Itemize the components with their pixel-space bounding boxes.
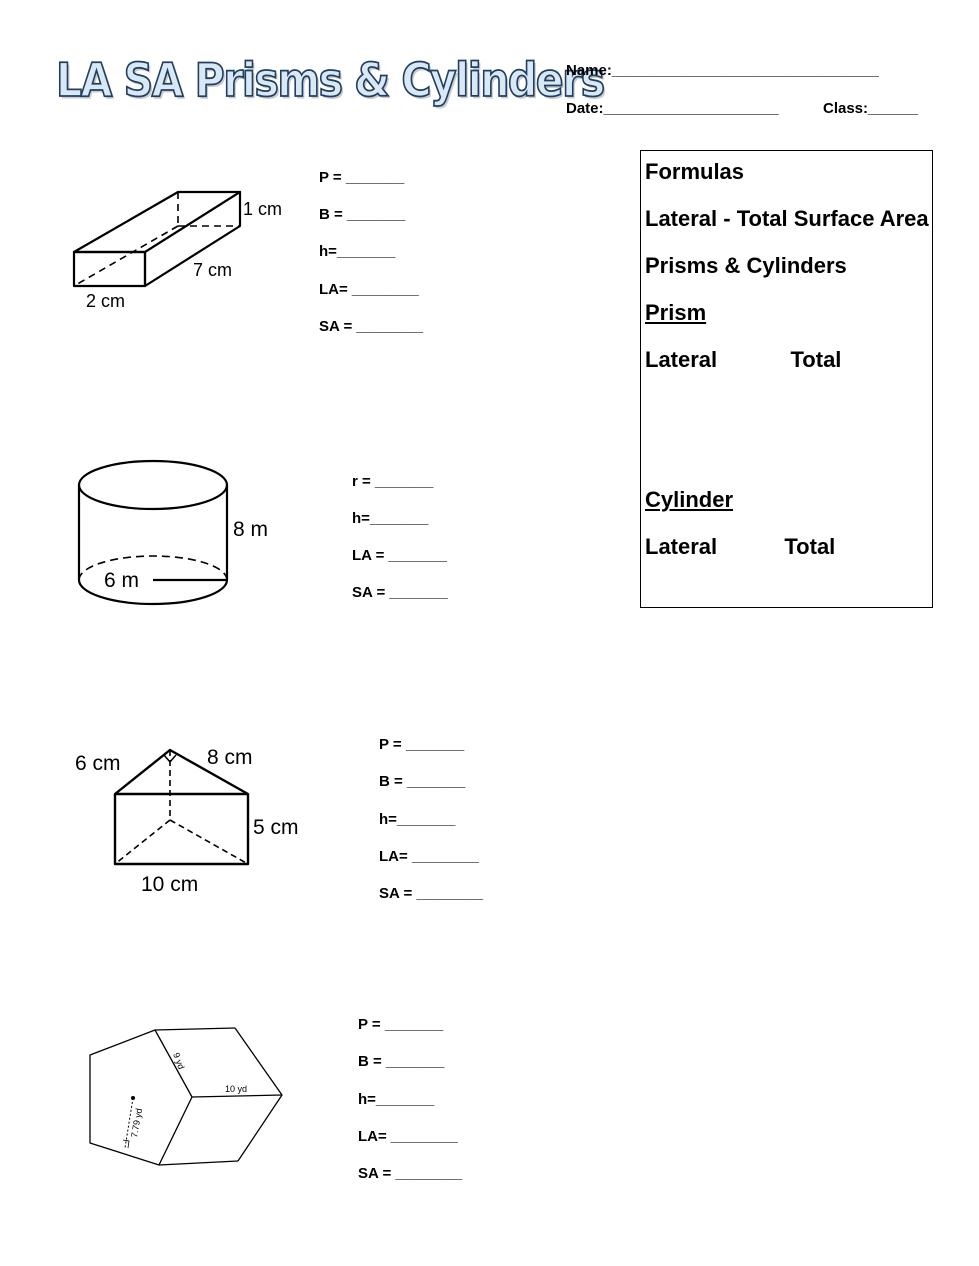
class-field[interactable]: Class:______: [823, 100, 919, 117]
hexagonal-prism-figure: [80, 1020, 295, 1175]
formulas-line-1: Lateral - Total Surface Area: [645, 206, 929, 231]
triangular-prism-figure: [70, 740, 320, 900]
hex-length-label: 10 yd: [225, 1084, 248, 1094]
formulas-title: Formulas: [645, 159, 745, 184]
p2-surface-area-field[interactable]: SA = _______: [352, 584, 448, 601]
tri-prism-right-label: 8 cm: [207, 746, 253, 769]
p1-surface-area-field[interactable]: SA = ________: [319, 318, 424, 335]
p3-surface-area-field[interactable]: SA = ________: [379, 885, 484, 902]
cylinder-heading: Cylinder: [645, 487, 734, 512]
prism-columns: Lateral Total: [645, 347, 842, 372]
p3-perimeter-field[interactable]: P = _______: [379, 736, 465, 753]
p4-base-area-field[interactable]: B = _______: [358, 1053, 445, 1070]
p1-base-area-field[interactable]: B = _______: [319, 206, 406, 223]
worksheet-title: LA SA Prisms & Cylinders: [56, 53, 604, 108]
p4-lateral-area-field[interactable]: LA= ________: [358, 1128, 458, 1145]
tri-prism-height-label: 5 cm: [253, 816, 299, 839]
cylinder-radius-label: 6 m: [104, 569, 140, 592]
p3-height-field[interactable]: h=_______: [379, 811, 456, 828]
p1-lateral-area-field[interactable]: LA= ________: [319, 281, 419, 298]
p4-perimeter-field[interactable]: P = _______: [358, 1016, 444, 1033]
p3-base-area-field[interactable]: B = _______: [379, 773, 466, 790]
hex-side-label: 9 yd: [171, 1051, 187, 1071]
p1-perimeter-field[interactable]: P = _______: [319, 169, 405, 186]
date-field[interactable]: Date:_____________________: [566, 100, 779, 117]
name-field[interactable]: Name:________________________________: [566, 62, 879, 79]
p4-height-field[interactable]: h=_______: [358, 1091, 435, 1108]
prism-heading: Prism: [645, 300, 707, 325]
prism1-width-label: 2 cm: [86, 291, 126, 311]
tri-prism-base-label: 10 cm: [141, 873, 199, 896]
cylinder-columns: Lateral Total: [645, 534, 836, 559]
p3-lateral-area-field[interactable]: LA= ________: [379, 848, 479, 865]
hex-apothem-label: 7.79 yd: [129, 1107, 145, 1139]
tri-prism-left-label: 6 cm: [75, 752, 121, 775]
cylinder-height-label: 8 m: [233, 518, 269, 541]
p2-lateral-area-field[interactable]: LA = _______: [352, 547, 447, 564]
prism1-height-label: 1 cm: [243, 199, 283, 219]
p4-surface-area-field[interactable]: SA = ________: [358, 1165, 463, 1182]
p2-radius-field[interactable]: r = _______: [352, 473, 434, 490]
formulas-line-2: Prisms & Cylinders: [645, 253, 847, 278]
p2-height-field[interactable]: h=_______: [352, 510, 429, 527]
rectangular-prism-figure: [60, 180, 300, 315]
prism1-length-label: 7 cm: [193, 260, 233, 280]
p1-height-field[interactable]: h=_______: [319, 243, 396, 260]
cylinder-figure: [70, 455, 290, 615]
